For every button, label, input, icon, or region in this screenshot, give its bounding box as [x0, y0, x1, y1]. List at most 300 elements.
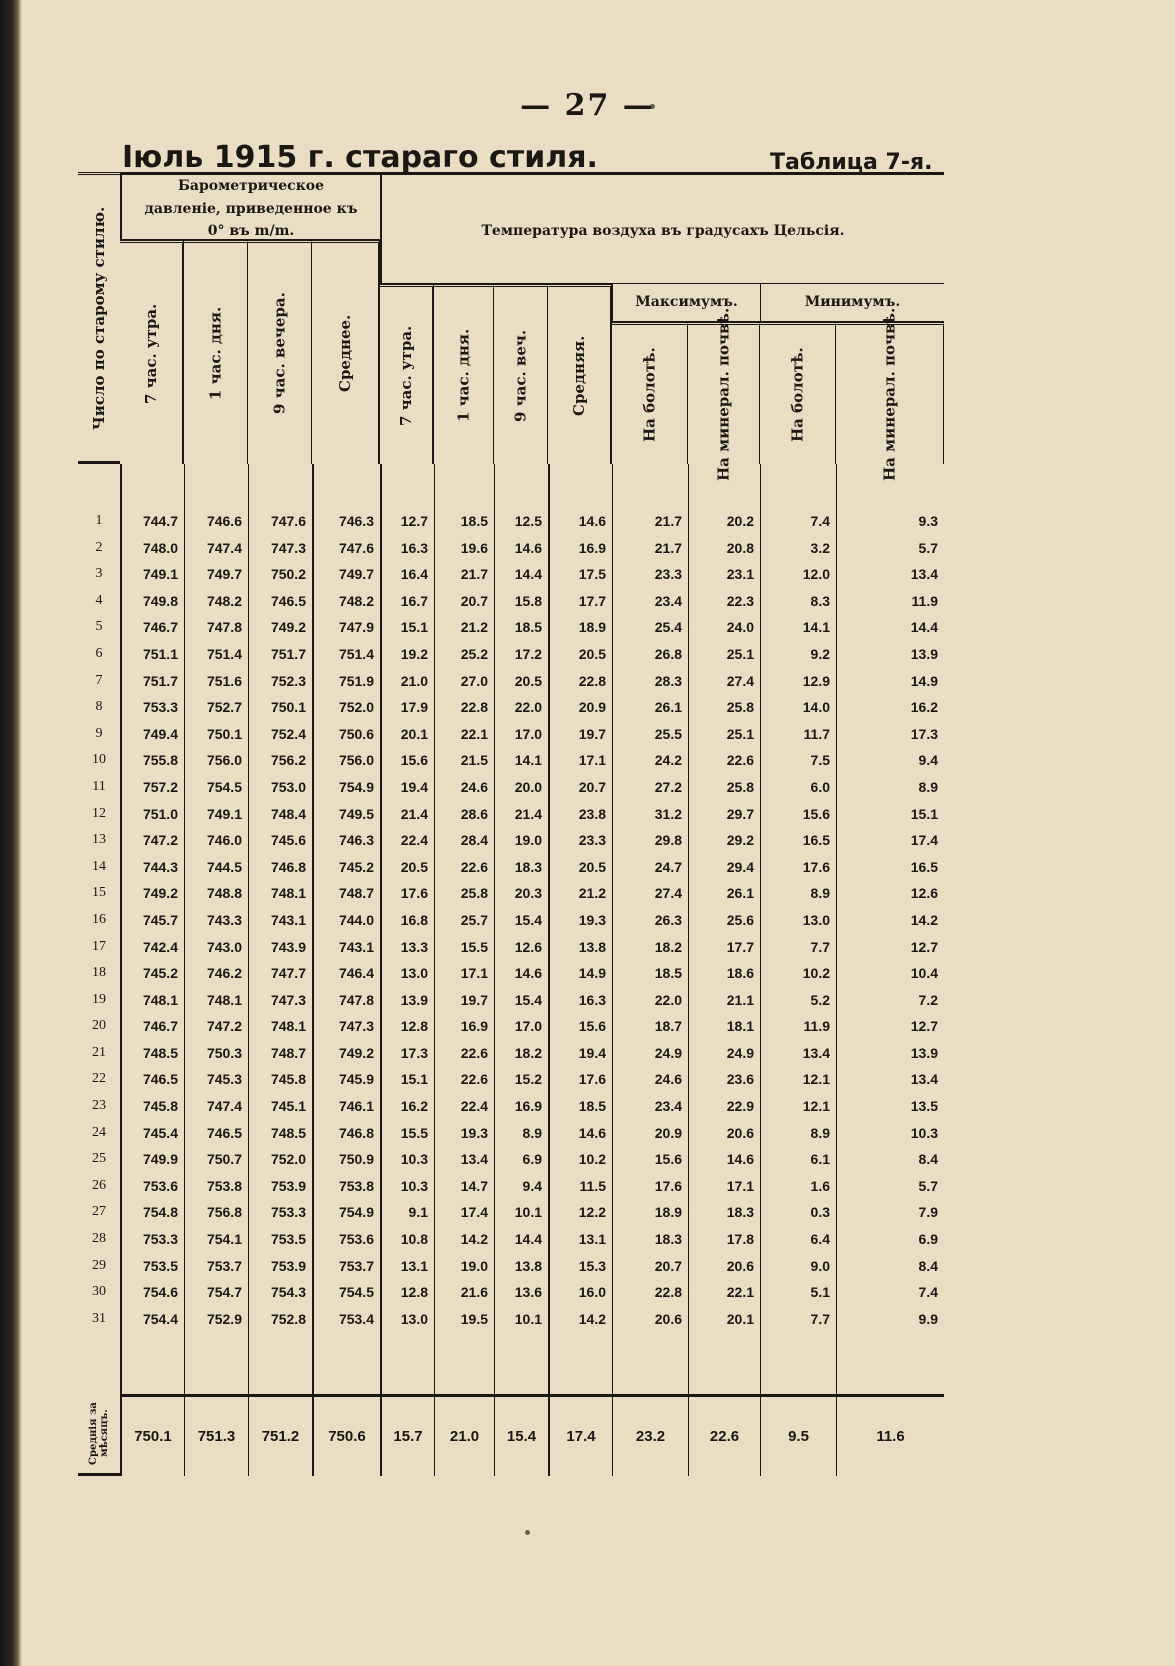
table-cell: 18.6 — [726, 965, 754, 982]
table-cell: 751.4 — [206, 645, 242, 662]
table-cell: 18.2 — [654, 938, 682, 955]
table-cell: 747.9 — [338, 619, 374, 636]
min-mineral-soil-column — [836, 464, 944, 1394]
table-cell: 15.1 — [400, 1071, 428, 1088]
table-cell: 10.2 — [578, 1151, 606, 1168]
table-cell: 753.9 — [270, 1257, 306, 1274]
table-cell: 749.1 — [206, 805, 242, 822]
table-cell: 17.5 — [578, 566, 606, 583]
table-cell: 21.7 — [654, 539, 682, 556]
table-cell: 756.0 — [206, 752, 242, 769]
day-number: 2 — [95, 539, 103, 555]
table-cell: 23.1 — [726, 566, 754, 583]
table-cell: 751.1 — [142, 645, 178, 662]
table-cell: 743.9 — [270, 938, 306, 955]
table-cell: 747.4 — [206, 1098, 242, 1115]
table-cell: 745.9 — [338, 1071, 374, 1088]
table-cell: 753.0 — [270, 778, 306, 795]
table-cell: 25.6 — [726, 911, 754, 928]
pressure-1pm-column — [184, 464, 248, 1394]
table-cell: 754.9 — [338, 778, 374, 795]
table-cell: 20.6 — [654, 1310, 682, 1327]
pressure-mean-column — [312, 464, 380, 1394]
day-number: 23 — [92, 1098, 106, 1114]
day-number: 20 — [92, 1018, 106, 1034]
table-cell: 13.0 — [400, 1310, 428, 1327]
table-cell: 16.5 — [802, 832, 830, 849]
weather-table — [78, 172, 944, 1465]
table-cell: 747.2 — [206, 1018, 242, 1035]
table-cell: 10.3 — [910, 1124, 938, 1141]
table-cell: 29.4 — [726, 858, 754, 875]
table-cell: 747.6 — [338, 539, 374, 556]
table-cell: 20.2 — [726, 513, 754, 529]
table-cell: 750.9 — [338, 1151, 374, 1168]
table-cell: 745.7 — [142, 911, 178, 928]
monthly-mean-cell: 750.1 — [120, 1394, 184, 1476]
table-cell: 12.6 — [910, 885, 938, 902]
table-cell: 16.5 — [910, 858, 938, 875]
temp-1pm-header: 1 час. дня. — [434, 284, 494, 464]
table-cell: 22.0 — [514, 699, 542, 716]
table-cell: 746.5 — [206, 1124, 242, 1141]
book-spine-shadow — [0, 0, 22, 1666]
day-number: 17 — [92, 938, 106, 954]
table-cell: 746.7 — [142, 619, 178, 636]
day-number: 10 — [92, 752, 106, 768]
monthly-mean-cell: 21.0 — [434, 1394, 494, 1476]
table-cell: 24.6 — [460, 778, 488, 795]
table-cell: 748.2 — [338, 592, 374, 609]
table-cell: 7.7 — [810, 938, 830, 955]
monthly-mean-cell: 23.2 — [612, 1394, 688, 1476]
table-cell: 749.4 — [142, 725, 178, 742]
table-cell: 746.5 — [142, 1071, 178, 1088]
table-cell: 17.3 — [910, 725, 938, 742]
max-bog-header: На болотѣ. — [612, 322, 688, 464]
table-cell: 747.8 — [206, 619, 242, 636]
table-cell: 17.3 — [400, 1044, 428, 1061]
table-cell: 748.1 — [142, 991, 178, 1008]
table-cell: 745.4 — [142, 1124, 178, 1141]
table-cell: 751.9 — [338, 672, 374, 689]
table-cell: 751.7 — [142, 672, 178, 689]
table-cell: 17.2 — [514, 645, 542, 662]
table-cell: 743.1 — [270, 911, 306, 928]
table-cell: 20.6 — [726, 1257, 754, 1274]
table-cell: 746.8 — [338, 1124, 374, 1141]
day-number: 15 — [92, 885, 106, 901]
table-cell: 16.4 — [400, 566, 428, 583]
table-cell: 754.5 — [206, 778, 242, 795]
table-cell: 13.4 — [910, 566, 938, 583]
table-cell: 15.3 — [578, 1257, 606, 1274]
table-cell: 750.3 — [206, 1044, 242, 1061]
table-cell: 20.5 — [578, 858, 606, 875]
table-cell: 14.9 — [910, 672, 938, 689]
monthly-mean-cell: 22.6 — [688, 1394, 760, 1476]
table-cell: 14.0 — [802, 699, 830, 716]
table-cell: 21.4 — [400, 805, 428, 822]
table-cell: 11.9 — [911, 592, 938, 609]
table-cell: 742.4 — [142, 938, 178, 955]
table-cell: 754.8 — [142, 1204, 178, 1221]
table-cell: 748.4 — [270, 805, 306, 822]
table-cell: 26.8 — [654, 645, 682, 662]
table-cell: 748.5 — [142, 1044, 178, 1061]
table-cell: 14.7 — [460, 1177, 488, 1194]
table-cell: 746.7 — [142, 1018, 178, 1035]
temp-mean-column — [548, 464, 612, 1394]
table-cell: 25.1 — [726, 725, 754, 742]
table-cell: 18.5 — [578, 1098, 606, 1115]
table-cell: 21.1 — [726, 991, 754, 1008]
table-cell: 750.1 — [270, 699, 306, 716]
table-cell: 22.6 — [460, 858, 488, 875]
table-cell: 747.4 — [206, 539, 242, 556]
table-cell: 10.4 — [910, 965, 938, 982]
table-cell: 749.7 — [338, 566, 374, 583]
temperature-group-header: Температура воздуха въ градусахъ Цельсія. — [380, 172, 944, 284]
monthly-mean-cell: 751.2 — [248, 1394, 312, 1476]
table-cell: 24.0 — [726, 619, 754, 636]
table-cell: 753.6 — [338, 1231, 374, 1248]
table-cell: 31.2 — [654, 805, 682, 822]
monthly-mean-label: Среднія за мѣсяцъ. — [78, 1394, 120, 1476]
table-cell: 5.2 — [810, 991, 830, 1008]
table-cell: 746.3 — [338, 513, 374, 529]
table-cell: 8.9 — [918, 778, 938, 795]
monthly-mean-cell: 750.6 — [312, 1394, 380, 1476]
table-cell: 754.5 — [338, 1284, 374, 1301]
table-cell: 743.3 — [206, 911, 242, 928]
table-cell: 14.2 — [910, 911, 938, 928]
table-cell: 12.1 — [802, 1098, 830, 1115]
table-cell: 753.4 — [338, 1310, 374, 1327]
table-cell: 9.4 — [522, 1177, 542, 1194]
pressure-9pm-column — [248, 464, 312, 1394]
table-cell: 19.0 — [514, 832, 542, 849]
temp-7am-header: 7 час. утра. — [380, 284, 434, 464]
day-number: 12 — [92, 805, 106, 821]
table-cell: 0.3 — [810, 1204, 830, 1221]
day-column-header: Число по старому стилю. — [78, 172, 120, 464]
table-cell: 11.9 — [803, 1018, 830, 1035]
table-cell: 22.6 — [460, 1044, 488, 1061]
temp-9pm-column — [494, 464, 548, 1394]
table-cell: 15.6 — [654, 1151, 682, 1168]
temp-9pm-header: 9 час. веч. — [494, 284, 548, 464]
table-cell: 12.7 — [910, 1018, 938, 1035]
table-cell: 22.8 — [654, 1284, 682, 1301]
table-cell: 21.2 — [578, 885, 606, 902]
table-cell: 14.2 — [460, 1231, 488, 1248]
table-cell: 15.4 — [514, 911, 542, 928]
table-cell: 745.6 — [270, 832, 306, 849]
table-cell: 751.0 — [142, 805, 178, 822]
table-cell: 18.5 — [654, 965, 682, 982]
table-cell: 11.7 — [803, 725, 830, 742]
temp-mean-header: Средняя. — [548, 284, 612, 464]
table-cell: 22.9 — [726, 1098, 754, 1115]
table-cell: 23.4 — [654, 1098, 682, 1115]
table-cell: 27.4 — [654, 885, 682, 902]
table-cell: 28.4 — [460, 832, 488, 849]
table-cell: 747.3 — [270, 539, 306, 556]
table-cell: 20.9 — [654, 1124, 682, 1141]
table-cell: 744.0 — [338, 911, 374, 928]
table-cell: 753.5 — [142, 1257, 178, 1274]
table-cell: 22.6 — [726, 752, 754, 769]
table-cell: 18.1 — [726, 1018, 754, 1035]
table-cell: 12.7 — [910, 938, 938, 955]
monthly-mean-cell: 9.5 — [760, 1394, 836, 1476]
table-cell: 748.0 — [142, 539, 178, 556]
table-cell: 15.6 — [578, 1018, 606, 1035]
table-cell: 16.9 — [578, 539, 606, 556]
table-cell: 748.1 — [206, 991, 242, 1008]
table-cell: 3.2 — [810, 539, 830, 556]
table-cell: 22.1 — [726, 1284, 754, 1301]
table-cell: 24.2 — [654, 752, 682, 769]
table-cell: 13.6 — [514, 1284, 542, 1301]
day-number: 9 — [95, 725, 103, 741]
table-cell: 745.2 — [142, 965, 178, 982]
min-mineral-soil-header: На минерал. почвѣ. — [836, 322, 944, 464]
table-cell: 13.9 — [400, 991, 428, 1008]
table-cell: 20.6 — [726, 1124, 754, 1141]
table-cell: 10.8 — [400, 1231, 428, 1248]
table-cell: 22.8 — [578, 672, 606, 689]
table-cell: 25.1 — [726, 645, 754, 662]
table-cell: 13.4 — [910, 1071, 938, 1088]
pressure-mean-header: Среднее. — [312, 240, 380, 464]
table-cell: 753.7 — [338, 1257, 374, 1274]
table-cell: 745.3 — [206, 1071, 242, 1088]
table-cell: 10.1 — [514, 1310, 542, 1327]
max-bog-column — [612, 464, 688, 1394]
table-cell: 22.0 — [654, 991, 682, 1008]
table-cell: 8.4 — [918, 1151, 938, 1168]
day-number: 27 — [92, 1204, 106, 1220]
table-cell: 6.4 — [810, 1231, 830, 1248]
table-cell: 750.2 — [270, 566, 306, 583]
table-cell: 744.7 — [142, 513, 178, 529]
monthly-mean-cell: 15.7 — [380, 1394, 434, 1476]
table-cell: 15.6 — [400, 752, 428, 769]
table-cell: 14.9 — [578, 965, 606, 982]
day-number: 28 — [92, 1231, 106, 1247]
table-cell: 27.4 — [726, 672, 754, 689]
table-cell: 21.0 — [400, 672, 428, 689]
pressure-1pm-header: 1 час. дня. — [184, 240, 248, 464]
day-number: 24 — [92, 1124, 106, 1140]
table-cell: 17.1 — [726, 1177, 754, 1194]
table-cell: 12.8 — [400, 1284, 428, 1301]
table-cell: 24.6 — [654, 1071, 682, 1088]
table-cell: 22.3 — [726, 592, 754, 609]
table-cell: 28.6 — [460, 805, 488, 822]
table-cell: 754.4 — [142, 1310, 178, 1327]
table-cell: 13.8 — [578, 938, 606, 955]
table-cell: 7.7 — [810, 1310, 830, 1327]
table-cell: 21.6 — [460, 1284, 488, 1301]
table-cell: 25.5 — [654, 725, 682, 742]
table-cell: 17.6 — [400, 885, 428, 902]
day-number: 11 — [92, 778, 106, 794]
table-cell: 8.9 — [522, 1124, 542, 1141]
min-bog-column — [760, 464, 836, 1394]
table-cell: 750.6 — [338, 725, 374, 742]
table-cell: 749.1 — [142, 566, 178, 583]
pressure-7am-column — [120, 464, 184, 1394]
table-cell: 28.3 — [654, 672, 682, 689]
table-cell: 13.1 — [578, 1231, 606, 1248]
table-cell: 749.2 — [338, 1044, 374, 1061]
table-cell: 753.3 — [270, 1204, 306, 1221]
table-cell: 14.4 — [514, 566, 542, 583]
day-number: 3 — [95, 566, 103, 582]
table-cell: 19.4 — [400, 778, 428, 795]
table-cell: 13.5 — [910, 1098, 938, 1115]
table-cell: 15.6 — [802, 805, 830, 822]
table-cell: 753.6 — [142, 1177, 178, 1194]
table-cell: 10.1 — [514, 1204, 542, 1221]
table-cell: 12.6 — [514, 938, 542, 955]
table-cell: 746.0 — [206, 832, 242, 849]
table-cell: 14.1 — [802, 619, 830, 636]
table-cell: 14.1 — [514, 752, 542, 769]
table-cell: 9.1 — [408, 1204, 428, 1221]
temp-1pm-column — [434, 464, 494, 1394]
day-number: 31 — [92, 1310, 106, 1326]
table-cell: 19.7 — [578, 725, 606, 742]
table-cell: 13.4 — [460, 1151, 488, 1168]
table-cell: 752.9 — [206, 1310, 242, 1327]
table-cell: 751.6 — [206, 672, 242, 689]
table-cell: 12.9 — [802, 672, 830, 689]
table-cell: 7.4 — [918, 1284, 938, 1301]
page-title: Іюль 1915 г. стараго стиля. — [122, 140, 598, 175]
table-cell: 753.9 — [270, 1177, 306, 1194]
table-cell: 12.8 — [400, 1018, 428, 1035]
table-cell: 22.8 — [460, 699, 488, 716]
table-cell: 8.9 — [810, 885, 830, 902]
table-cell: 15.4 — [514, 991, 542, 1008]
table-cell: 753.5 — [270, 1231, 306, 1248]
table-cell: 29.2 — [726, 832, 754, 849]
table-cell: 756.0 — [338, 752, 374, 769]
table-cell: 750.1 — [206, 725, 242, 742]
table-cell: 21.4 — [514, 805, 542, 822]
table-cell: 13.3 — [400, 938, 428, 955]
table-cell: 752.0 — [270, 1151, 306, 1168]
table-cell: 18.7 — [654, 1018, 682, 1035]
table-cell: 20.5 — [514, 672, 542, 689]
pressure-7am-header: 7 час. утра. — [120, 240, 184, 464]
day-number: 29 — [92, 1257, 106, 1273]
table-cell: 747.2 — [142, 832, 178, 849]
table-cell: 16.9 — [460, 1018, 488, 1035]
table-cell: 20.1 — [726, 1310, 754, 1327]
table-cell: 9.3 — [918, 513, 938, 529]
table-cell: 746.6 — [206, 513, 242, 529]
table-cell: 14.6 — [578, 1124, 606, 1141]
table-cell: 750.7 — [206, 1151, 242, 1168]
max-mineral-soil-column — [688, 464, 760, 1394]
table-cell: 25.4 — [654, 619, 682, 636]
table-cell: 9.0 — [810, 1257, 830, 1274]
table-cell: 20.1 — [400, 725, 428, 742]
day-number: 7 — [95, 672, 103, 688]
table-cell: 746.4 — [338, 965, 374, 982]
table-cell: 9.4 — [918, 752, 938, 769]
table-cell: 17.6 — [654, 1177, 682, 1194]
table-cell: 755.8 — [142, 752, 178, 769]
pressure-9pm-header: 9 час. вечера. — [248, 240, 312, 464]
table-cell: 757.2 — [142, 778, 178, 795]
table-cell: 21.5 — [460, 752, 488, 769]
table-cell: 17.8 — [726, 1231, 754, 1248]
table-cell: 19.7 — [460, 991, 488, 1008]
day-number-column — [78, 464, 120, 1394]
table-cell: 14.6 — [578, 513, 606, 529]
table-cell: 23.6 — [726, 1071, 754, 1088]
table-cell: 17.1 — [578, 752, 606, 769]
table-number: Таблица 7-я. — [770, 150, 933, 175]
table-cell: 749.2 — [270, 619, 306, 636]
table-cell: 20.8 — [726, 539, 754, 556]
table-cell: 25.7 — [460, 911, 488, 928]
table-cell: 15.8 — [514, 592, 542, 609]
table-cell: 20.7 — [578, 778, 606, 795]
table-cell: 16.0 — [578, 1284, 606, 1301]
table-cell: 14.4 — [910, 619, 938, 636]
table-cell: 744.5 — [206, 858, 242, 875]
table-cell: 18.9 — [654, 1204, 682, 1221]
table-cell: 753.8 — [338, 1177, 374, 1194]
table-cell: 754.9 — [338, 1204, 374, 1221]
table-cell: 17.6 — [802, 858, 830, 875]
table-cell: 754.1 — [206, 1231, 242, 1248]
table-cell: 6.9 — [918, 1231, 938, 1248]
table-cell: 743.1 — [338, 938, 374, 955]
table-cell: 18.3 — [726, 1204, 754, 1221]
monthly-mean-cell: 15.4 — [494, 1394, 548, 1476]
table-cell: 7.5 — [810, 752, 830, 769]
table-cell: 17.9 — [400, 699, 428, 716]
table-cell: 14.6 — [514, 539, 542, 556]
table-cell: 17.4 — [910, 832, 938, 849]
table-cell: 17.7 — [578, 592, 606, 609]
table-cell: 747.3 — [338, 1018, 374, 1035]
table-cell: 12.2 — [578, 1204, 606, 1221]
table-cell: 24.9 — [654, 1044, 682, 1061]
table-cell: 29.7 — [726, 805, 754, 822]
table-cell: 10.2 — [802, 965, 830, 982]
table-cell: 6.9 — [522, 1151, 542, 1168]
day-number: 16 — [92, 911, 106, 927]
table-cell: 25.8 — [726, 778, 754, 795]
monthly-mean-cell: 751.3 — [184, 1394, 248, 1476]
table-cell: 746.5 — [270, 592, 306, 609]
table-cell: 7.2 — [918, 991, 938, 1008]
table-cell: 22.6 — [460, 1071, 488, 1088]
table-cell: 27.2 — [654, 778, 682, 795]
table-cell: 7.9 — [918, 1204, 938, 1221]
table-cell: 1.6 — [810, 1177, 830, 1194]
table-cell: 15.1 — [910, 805, 938, 822]
